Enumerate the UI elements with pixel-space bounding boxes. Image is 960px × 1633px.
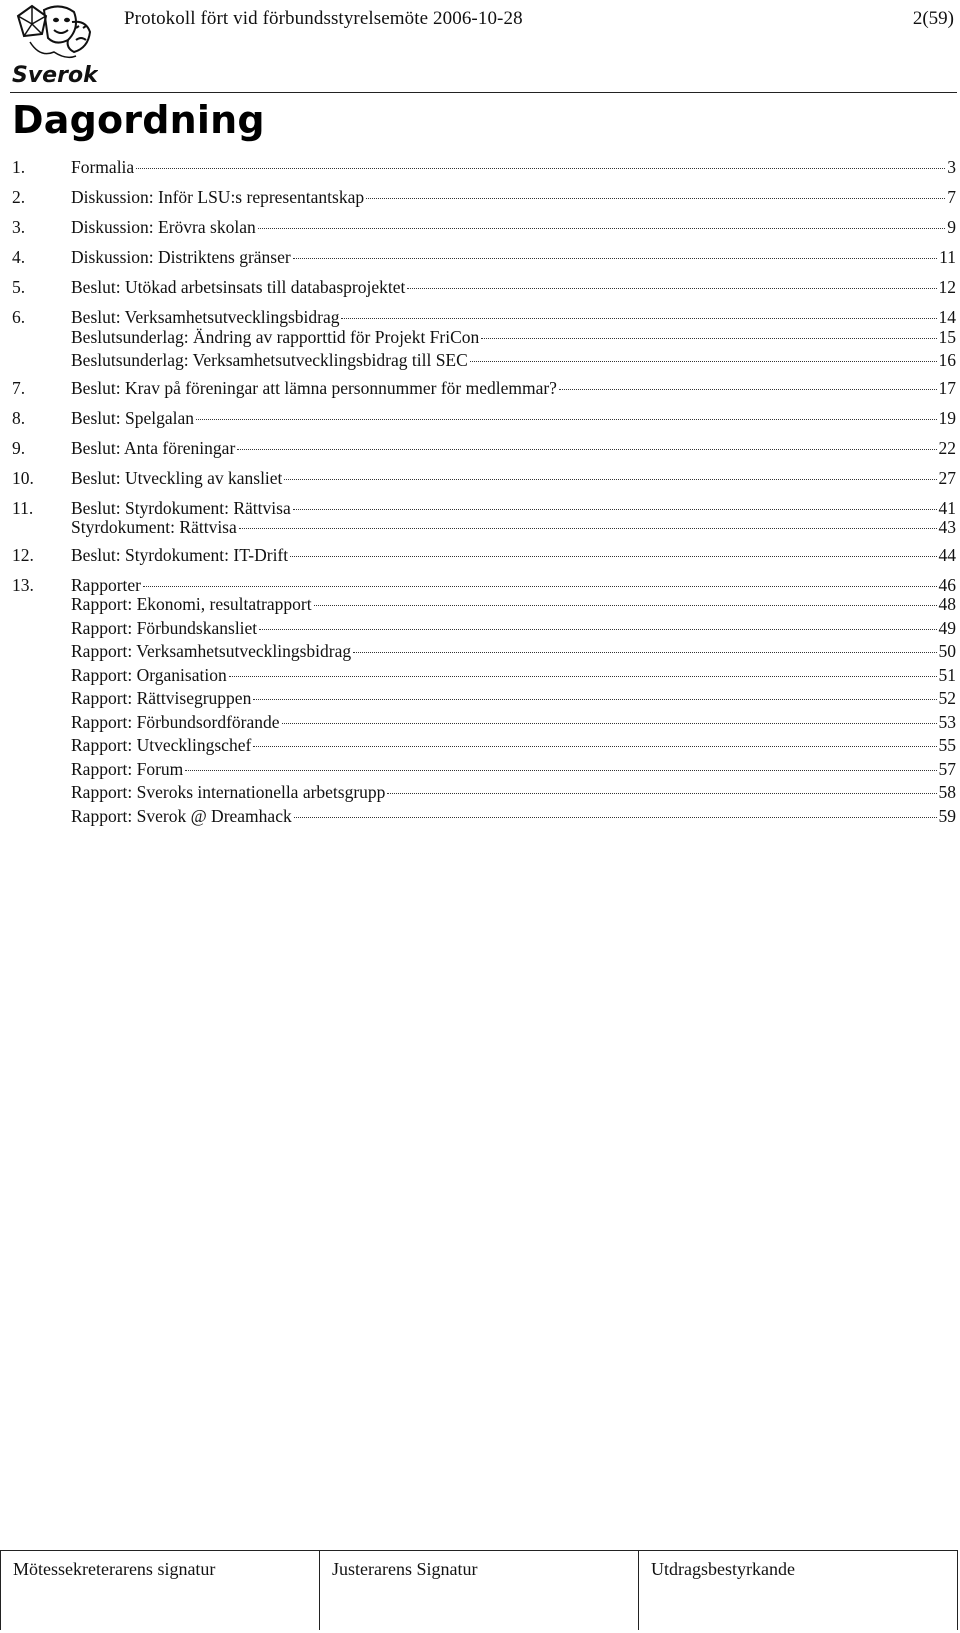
toc-entry-line [71,734,956,758]
toc-entry-page: 48 [938,594,956,614]
toc-entry-title: Rapport: Verksamhetsutvecklingsbidrag [71,641,352,661]
toc-entry-page: 14 [938,307,956,327]
toc-entry-title: Beslut: Styrdokument: IT-Drift [71,544,289,565]
toc-dot-leader [387,793,936,794]
toc-entry[interactable] [12,711,956,735]
toc-entry-number: 4. [12,247,26,267]
signature-table [0,1550,958,1630]
toc-dot-leader [259,629,936,630]
toc-entry-page: 11 [939,247,956,267]
toc-entry-title: Beslutsunderlag: Verksamhetsutvecklingsbidrag till SEC [71,350,468,370]
toc-dot-leader [559,389,937,390]
toc-entry-title: Rapport: Organisation [71,664,227,685]
toc-dot-leader [470,361,937,362]
toc-entry-line [71,212,956,242]
toc-entry-number: 1. [12,157,26,177]
toc-dot-leader [239,528,937,529]
toc-dot-leader [353,652,936,653]
toc-entry-line [71,593,956,617]
toc-entry-page: 59 [938,805,956,826]
toc-entry-page: 17 [938,377,956,398]
toc-entry-page: 49 [938,617,956,638]
toc-entry-line [71,326,956,350]
toc-entry-line [71,373,956,403]
toc-entry-page: 3 [947,157,956,177]
toc-dot-leader [258,228,946,229]
toc-entry-title: Rapporter [71,574,141,595]
toc-entry-page: 43 [938,517,956,537]
toc-entry[interactable] [12,373,956,403]
toc-entry-line [71,182,956,212]
toc-entry-page: 53 [938,711,956,732]
toc-entry-page: 58 [938,782,956,802]
logo-wordmark: Sverok [12,63,98,88]
page-number: 2(59) [912,8,954,29]
toc-entry[interactable] [12,242,956,272]
toc-entry-line [71,711,956,735]
toc-entry-title: Rapport: Ekonomi, resultatrapport [71,594,312,614]
toc-entry-title: Beslut: Utveckling av kansliet [71,467,283,488]
toc-entry-title: Beslut: Verksamhetsutvecklingsbidrag [71,307,340,327]
toc-entry-title: Beslutsunderlag: Ändring av rapporttid för Projekt FriCon [71,326,480,347]
toc-dot-leader [185,770,936,771]
toc-entry[interactable] [12,516,956,540]
toc-entry-title: Rapport: Sveroks internationella arbetsgrupp [71,782,386,802]
toc-dot-leader [253,699,936,700]
toc-entry[interactable] [12,326,956,350]
toc-entry-number: 5. [12,277,26,297]
toc-entry-title: Diskussion: Erövra skolan [71,217,256,237]
toc-dot-leader [229,676,937,677]
toc-dot-leader [366,198,945,199]
toc-dot-leader [237,449,936,450]
toc-entry-title: Beslut: Spelgalan [71,407,194,428]
toc-entry-page: 50 [938,641,956,661]
toc-entry[interactable] [12,617,956,641]
toc-entry[interactable] [12,687,956,711]
toc-entry-title: Beslut: Utökad arbetsinsats till databasprojektet [71,277,406,297]
signature-cell-certification: Utdragsbestyrkande [651,1559,795,1579]
toc-entry-page: 16 [938,350,956,370]
toc-entry[interactable] [12,540,956,570]
toc-dot-leader [253,746,936,747]
toc-entry[interactable] [12,493,956,517]
toc-entry[interactable] [12,349,956,373]
toc-entry-page: 55 [938,735,956,755]
toc-entry-number: 8. [12,407,26,428]
signature-cell-adjuster: Justerarens Signatur [320,1551,639,1630]
toc-entry[interactable] [12,212,956,242]
toc-entry-line [71,758,956,782]
toc-dot-leader [341,318,936,319]
toc-entry-number: 7. [12,377,26,398]
toc-entry[interactable] [12,463,956,493]
toc-entry[interactable] [12,302,956,326]
toc-entry-line [71,349,956,373]
toc-entry-line [71,463,956,493]
toc-entry[interactable] [12,152,956,182]
toc-entry-line [71,781,956,805]
toc-dot-leader [196,419,937,420]
toc-entry-page: 46 [938,574,956,595]
toc-entry[interactable] [12,593,956,617]
toc-dot-leader [293,258,937,259]
page-header [0,0,960,96]
toc-entry[interactable] [12,734,956,758]
toc-entry[interactable] [12,640,956,664]
toc-entry-page: 57 [938,758,956,779]
toc-entry-number: 2. [12,187,26,207]
toc-entry-line [71,403,956,433]
toc-entry-page: 15 [938,326,956,347]
toc-entry-number: 10. [12,467,34,488]
toc-entry-page: 41 [938,497,956,518]
toc-entry-page: 51 [938,664,956,685]
toc-entry-page: 22 [938,437,956,458]
toc-entry-page: 12 [938,277,956,297]
toc-entry-title: Diskussion: Inför LSU:s representantskap [71,187,365,207]
toc-entry-title: Rapport: Utvecklingschef [71,735,252,755]
toc-entry-title: Beslut: Krav på föreningar att lämna personnummer för medlemmar? [71,377,557,398]
toc-entry-line [71,664,956,688]
toc-entry-line [71,433,956,463]
toc-entry[interactable] [12,781,956,805]
toc-entry-line [71,640,956,664]
toc-entry[interactable] [12,272,956,302]
toc-entry[interactable] [12,805,956,829]
toc-entry[interactable] [12,182,956,212]
header-divider [10,92,957,93]
toc-dot-leader [143,586,937,587]
toc-entry-title: Rapport: Förbundsordförande [71,711,280,732]
toc-entry-line [71,805,956,829]
toc-entry[interactable] [12,433,956,463]
toc-entry-title: Rapport: Forum [71,758,184,779]
toc-entry-title: Diskussion: Distriktens gränser [71,247,291,267]
toc-entry-page: 27 [938,467,956,488]
toc-dot-leader [293,509,937,510]
toc-entry-page: 9 [947,217,956,237]
toc-entry[interactable] [12,570,956,594]
table-of-contents [12,152,956,828]
toc-entry-number: 11. [12,497,34,518]
toc-dot-leader [284,479,936,480]
toc-entry-page: 44 [938,544,956,565]
toc-entry-number: 9. [12,437,26,458]
toc-dot-leader [314,605,937,606]
toc-entry-line [71,540,956,570]
toc-entry-line [71,152,956,182]
toc-entry-number: 6. [12,307,26,327]
toc-entry-number: 12. [12,544,34,565]
toc-entry-line [71,272,956,302]
toc-entry-title: Rapport: Sverok @ Dreamhack [71,805,292,826]
toc-entry-page: 7 [947,187,956,207]
toc-entry-title: Styrdokument: Rättvisa [71,517,237,537]
sverok-logo [10,2,98,88]
document-title: Protokoll fört vid förbundsstyrelsemöte 2006-10-28 [124,8,523,29]
toc-entry-title: Rapport: Förbundskansliet [71,617,258,638]
toc-entry[interactable] [12,403,956,433]
toc-entry-line [71,516,956,540]
page-heading: Dagordning [12,98,265,142]
toc-entry-title: Beslut: Styrdokument: Rättvisa [71,497,291,518]
toc-entry-title: Rapport: Rättvisegruppen [71,688,252,708]
toc-entry-line [71,242,956,272]
toc-entry-number: 3. [12,217,26,237]
signature-cell-secretary: Mötessekreterarens signatur [1,1551,320,1630]
toc-entry-page: 19 [938,407,956,428]
toc-entry-title: Formalia [71,157,135,177]
toc-dot-leader [290,556,936,557]
toc-dot-leader [136,168,945,169]
toc-entry-title: Beslut: Anta föreningar [71,437,236,458]
toc-entry[interactable] [12,664,956,688]
toc-entry-line [71,687,956,711]
toc-entry-number: 13. [12,574,34,595]
toc-entry-line [71,617,956,641]
toc-dot-leader [407,288,936,289]
toc-dot-leader [294,817,937,818]
toc-entry[interactable] [12,758,956,782]
toc-dot-leader [282,723,937,724]
toc-dot-leader [481,338,936,339]
toc-entry-page: 52 [938,688,956,708]
